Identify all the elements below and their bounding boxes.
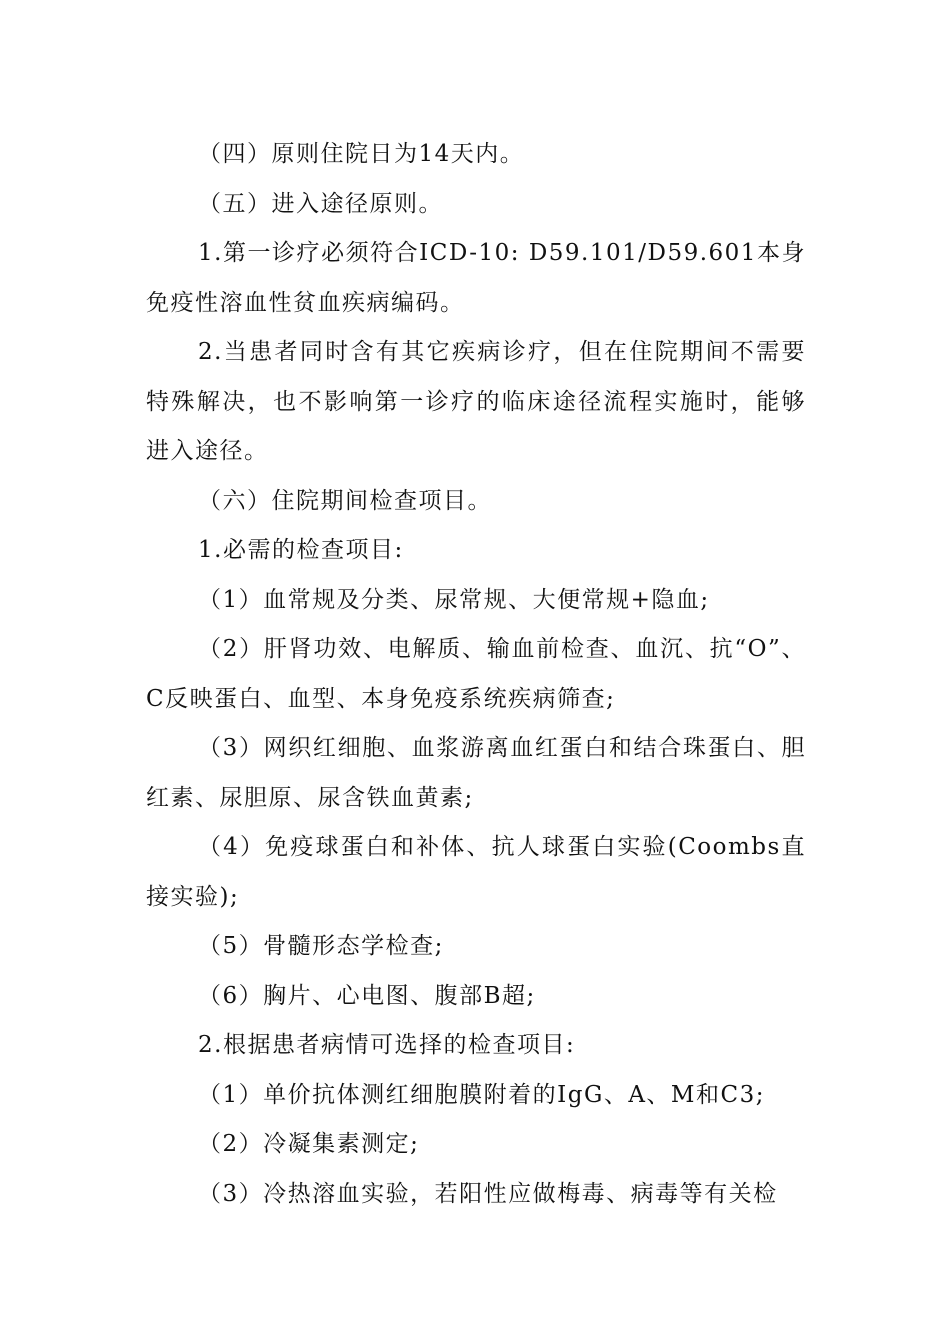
- list-item-required-3: （3）网织红细胞、血浆游离血红蛋白和结合珠蛋白、胆红素、尿胆原、尿含铁血黄素;: [146, 735, 806, 811]
- list-item-required-6: （6）胸片、心电图、腹部B超;: [198, 982, 536, 1009]
- list-item-required-1: （1）血常规及分类、尿常规、大便常规+隐血;: [198, 586, 710, 613]
- list-item-optional-1: （1）单价抗体测红细胞膜附着的IgG、A、M和C3;: [198, 1081, 765, 1108]
- paragraph-diagnosis-code: 1.第一诊疗必须符合ICD-10: D59.101/D59.601本身免疫性溶血性贫血疾病编码。: [146, 240, 806, 316]
- list-item-required-2: （2）肝肾功效、电解质、输血前检查、血沉、抗“O”、C反映蛋白、血型、本身免疫系统疾病筛查;: [146, 636, 806, 712]
- document-body: [146, 130, 806, 1219]
- list-item-optional-3: （3）冷热溶血实验，若阳性应做梅毒、病毒等有关检: [198, 1180, 778, 1207]
- paragraph-hospital-stay: （四）原则住院日为14天内。: [198, 141, 525, 167]
- list-item-required-5: （5）骨髓形态学检查;: [198, 933, 444, 959]
- list-item-required-4: （4）免疫球蛋白和补体、抗人球蛋白实验(Coombs直接实验);: [146, 834, 806, 910]
- paragraph-entry-principles: （五）进入途径原则。: [198, 190, 443, 217]
- paragraph-inpatient-exams: （六）住院期间检查项目。: [198, 487, 492, 514]
- paragraph-optional-exams: 2.根据患者病情可选择的检查项目:: [198, 1032, 576, 1058]
- paragraph-comorbidity: 2.当患者同时含有其它疾病诊疗，但在住院期间不需要特殊解决，也不影响第一诊疗的临床途径流程实施时，能够进入途径。: [146, 339, 806, 464]
- list-item-optional-2: （2）冷凝集素测定;: [198, 1131, 420, 1157]
- paragraph-required-exams: 1.必需的检查项目:: [198, 537, 404, 563]
